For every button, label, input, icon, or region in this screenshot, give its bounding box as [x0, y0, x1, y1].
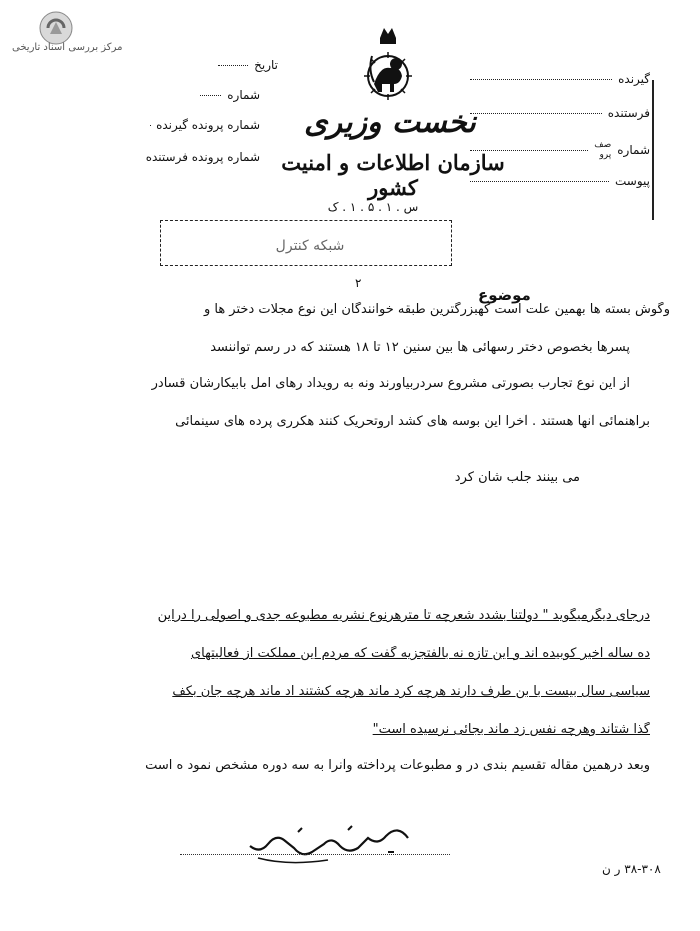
sender-file-label: شماره پرونده فرستنده [145, 150, 260, 164]
organization-title: سازمان اطلاعات و امنیت کشور [281, 150, 505, 200]
signature-line [180, 854, 450, 855]
reference-code: س . ۱ . ۵ . ۱ . ک [327, 200, 419, 214]
number-field [200, 88, 260, 102]
number-sub-labels: صف پرو [594, 140, 612, 160]
number-right-field [470, 140, 650, 160]
sender-file-field [145, 150, 260, 164]
body-line: می بینند جلب شان کرد [454, 470, 580, 485]
number-label: شماره [227, 88, 260, 102]
body-line: درجای دیگرمیگوید " دولتنا بشدد شعرچه تا مترهرنوع نشریه مطبوعه جدی و اصولی را دراین [157, 608, 650, 623]
number-right-label: شماره [617, 143, 650, 157]
body-line: براهنمائی آنها هستند . آخرا این بوسه های کشد اروتحریک کنند هکرری پرده های سینمائی [175, 414, 650, 429]
body-line: وگوش بسته ها بهمین علت است کهبزرگترین طبقه خوانندگان این نوع مجلات دختر ها و [203, 302, 670, 317]
date-field [218, 58, 278, 72]
document-code: ۳۸-۳۰۸ ر ن [602, 862, 661, 876]
recipient-file-field [150, 118, 260, 132]
recipient-label: گیرنده [618, 72, 650, 86]
sender-label: فرستنده [607, 106, 650, 120]
body-line: سیاسی سال بیست با بن طرف دارند هرچه کرد ماند هرچه کشتند اد ماند هرچه جان بکف [172, 684, 650, 699]
prime-ministry-title: نخست وزیری [304, 105, 476, 140]
attachment-field [470, 174, 650, 188]
body-line: از این نوع تجارب بصورتی مشروع سردربیاورند ونه به رویداد رهای امل بابیکارشان قسادر [151, 376, 630, 391]
body-line: گذا شتاند وهرچه نفس زد ماند بجائی نرسیده است" [372, 722, 650, 737]
subject-label: موضوع [478, 286, 531, 304]
number-mark: ۲ [355, 276, 362, 290]
body-line: ده ساله اخیر کوبیده اند و این تازه نه بالفتجزیه گفت که مردم این مملکت از فعالیتهای [190, 646, 650, 661]
sender-field [470, 106, 650, 120]
recipient-field [470, 72, 650, 86]
handwritten-signature [228, 818, 418, 870]
archive-logo-icon [38, 10, 74, 46]
header-divider [652, 80, 654, 220]
lion-and-sun-emblem-icon [360, 26, 416, 110]
recipient-file-label: شماره پرونده گیرنده [156, 118, 260, 132]
stamp-text: شبکه کنترل [275, 238, 345, 254]
body-line: پسرها بخصوص دختر رسهائی ها بین سنین ۱۲ تا ۱۸ هستند که در رسم تواننسد [210, 340, 630, 355]
attachment-label: پیوست [615, 174, 650, 188]
watermark-text: مرکز بررسی اسناد تاریخی [12, 42, 123, 53]
body-line: وبعد درهمین مقاله تقسیم بندی در و مطبوعات پرداخته وآنرا به سه دوره مشخص نمود ه است [145, 758, 650, 773]
date-label: تاریخ [254, 58, 278, 72]
